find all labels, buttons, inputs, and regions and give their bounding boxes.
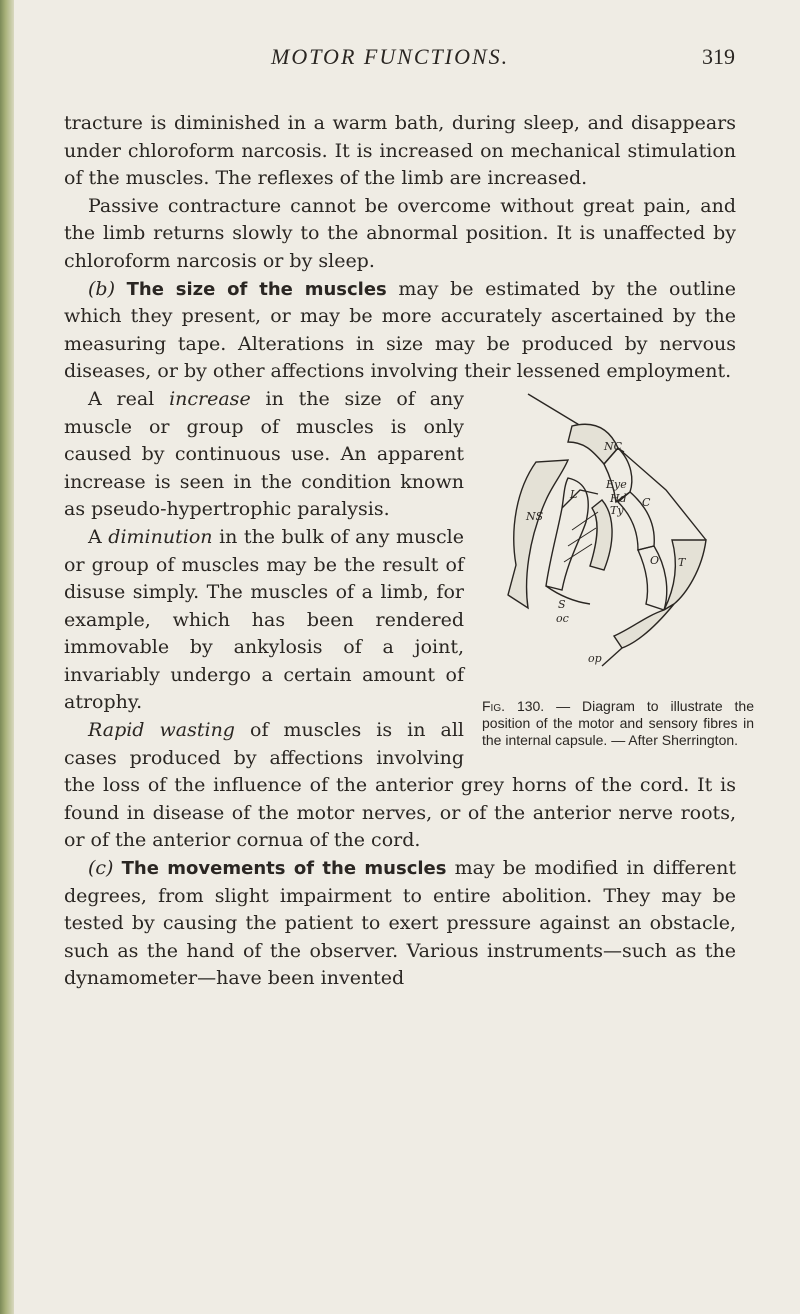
- leader-line-bottom: [602, 648, 622, 666]
- figure-130: [474, 390, 754, 749]
- paragraph-section-b: [64, 276, 736, 386]
- wasting-text: of muscles is in all cases produced by affections involving the loss of the influence of the anterior grey horns of the cord. It is found in disease of the motor nerves, or of the anterior nerve roots, or of the anterior cornua of the cord.: [64, 719, 736, 852]
- region-t: [664, 540, 706, 610]
- region-l: [546, 478, 588, 590]
- label-nc: NC: [604, 439, 623, 453]
- body-text: [64, 110, 755, 993]
- internal-capsule-diagram: [506, 390, 716, 690]
- label-ns: NS: [526, 509, 544, 523]
- label-ty: Ty: [610, 503, 624, 517]
- book-binding-edge: [0, 0, 14, 1314]
- label-c: C: [642, 495, 651, 509]
- paragraph-contracture-1: tracture is diminished in a warm bath, during sleep, and disappears under chloroform narcosis. It is increased on mechanical stimulation of the muscles. The reflexes of the limb are increased.: [64, 112, 736, 190]
- page-number: 319: [702, 44, 735, 69]
- section-c-text: may be modified in different degrees, from slight impairment to entire abolition. They may be tested by causing the patient to exert pressure against an obstacle, such as the hand of the observer. Various instruments—such as the dynamometer—have been invented: [64, 857, 736, 990]
- section-b-marker: (b): [88, 277, 115, 300]
- label-t: T: [678, 555, 686, 569]
- figure-caption-text: 130. — Diagram to illustrate the position of the motor and sensory fibres in the internal capsule. — After Sherrington.: [482, 697, 755, 748]
- label-l: L: [570, 487, 578, 501]
- paragraph-section-c: [64, 855, 736, 993]
- region-op: [614, 604, 674, 648]
- section-c-marker: (c): [88, 857, 114, 880]
- region-face: [590, 500, 612, 570]
- label-oc: oc: [556, 611, 569, 625]
- label-s: S: [558, 597, 566, 611]
- region-ns: [508, 460, 568, 608]
- label-hd: Hd: [610, 491, 627, 505]
- paragraph-contracture-2: Passive contracture cannot be overcome without great pain, and the limb returns slowly to the abnormal position. It is unaffected by chloroform narcosis or by sleep.: [64, 194, 736, 272]
- section-b-text: may be estimated by the outline which they present, or may be more accurately ascertained by the measuring tape. Alterations in size may be produced by nervous diseases, or by other affections involving their lessened employment.: [64, 277, 736, 383]
- increase-text: in the size of any muscle or group of muscles is only caused by continuous use. An apparent increase is seen in the condition known as pseudo-hypertrophic paralysis.: [64, 387, 464, 521]
- section-c-heading: The movements of the muscles: [121, 858, 447, 880]
- label-o: O: [650, 553, 660, 567]
- running-title: MOTOR FUNCTIONS.: [271, 44, 510, 69]
- label-eye: Eye: [606, 477, 627, 491]
- label-op: op: [588, 651, 602, 665]
- wasting-term: Rapid wasting: [88, 719, 235, 742]
- diminution-term: diminution: [108, 525, 213, 548]
- figure-label: Fig.: [482, 697, 505, 714]
- increase-term: increase: [169, 387, 251, 410]
- figure-caption: [474, 698, 754, 749]
- increase-prefix: A real: [88, 387, 155, 410]
- diminution-prefix: A: [88, 525, 102, 548]
- lower-arc: [546, 586, 590, 604]
- wedge-top: [562, 487, 598, 508]
- section-b-heading: The size of the muscles: [126, 278, 387, 300]
- diminution-text: in the bulk of any muscle or group of muscles may be the result of disuse simply. The muscles of a limb, for example, which has been rendered immovable by ankylosis of a joint, invariably undergo a certain amount of atrophy.: [64, 525, 464, 714]
- page-header: [0, 44, 800, 84]
